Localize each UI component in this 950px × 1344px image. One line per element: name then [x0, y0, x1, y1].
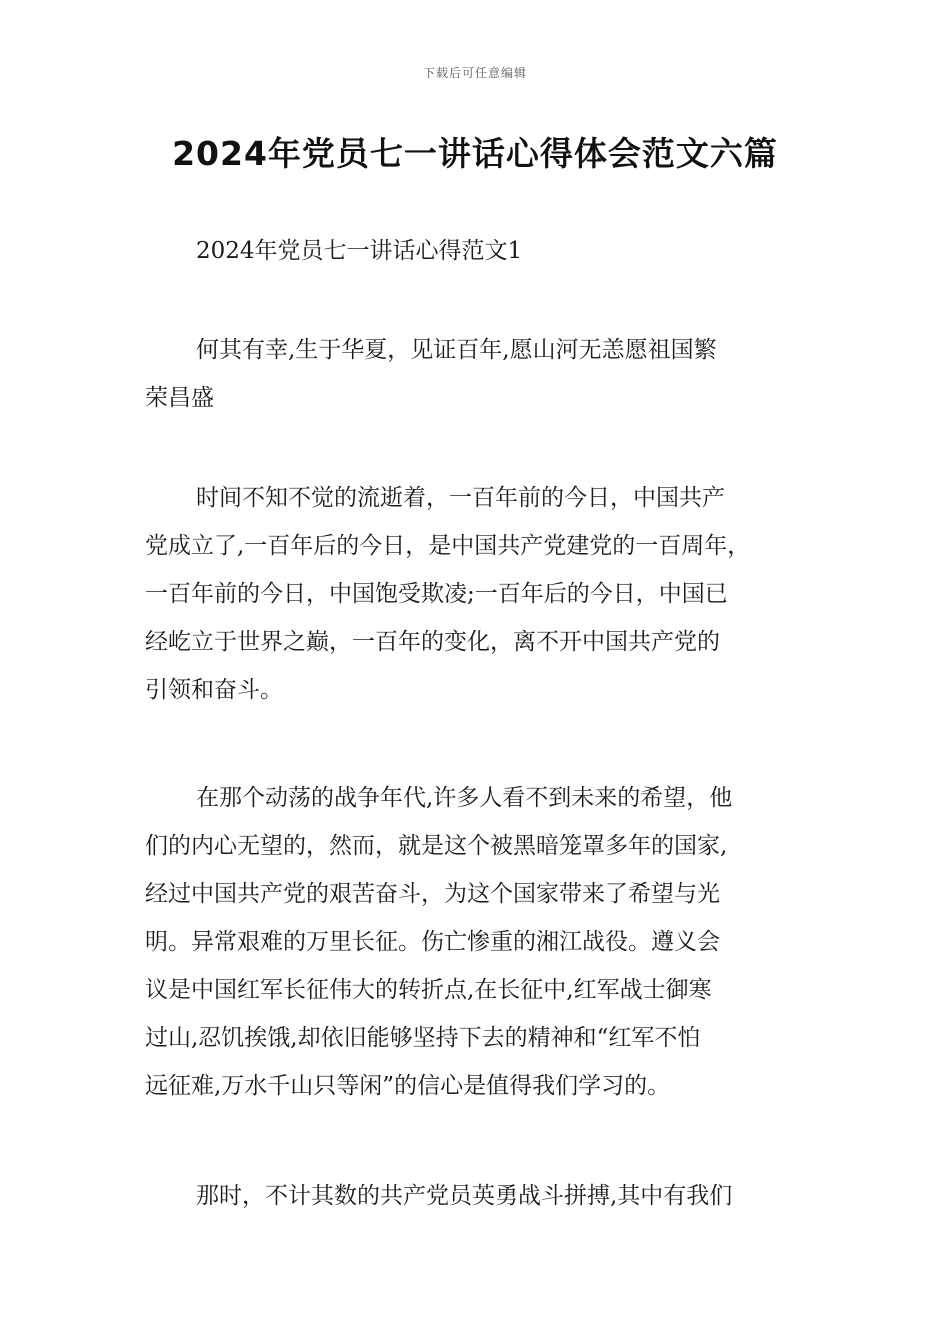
- header-note: 下载后可任意编辑: [422, 66, 527, 80]
- paragraph-line: 在那个动荡的战争年代,许多人看不到未来的希望，他: [196, 785, 733, 811]
- paragraph-line: 何其有幸,生于华夏，见证百年,愿山河无恙愿祖国繁: [196, 337, 717, 363]
- document-title: 2024年党员七一讲话心得体会范文六篇: [172, 134, 778, 173]
- paragraph-line: 荣昌盛: [145, 385, 214, 411]
- paragraph-line: 引领和奋斗。: [145, 677, 283, 703]
- paragraph-line: 议是中国红军长征伟大的转折点,在长征中,红军战士御寒: [145, 977, 712, 1003]
- paragraph-line: 那时，不计其数的共产党员英勇战斗拼搏,其中有我们: [196, 1183, 733, 1209]
- paragraph-line: 一百年前的今日，中国饱受欺凌;一百年后的今日，中国已: [145, 581, 728, 607]
- paragraph-2: [145, 474, 815, 714]
- paragraph-line: 们的内心无望的，然而，就是这个被黑暗笼罩多年的国家,: [145, 833, 728, 859]
- paragraph-line: 时间不知不觉的流逝着，一百年前的今日，中国共产: [196, 485, 725, 511]
- paragraph-3: [145, 774, 815, 1110]
- paragraph-line: 过山,忍饥挨饿,却依旧能够坚持下去的精神和“红军不怕: [145, 1025, 701, 1051]
- section-subtitle: 2024年党员七一讲话心得范文1: [196, 238, 523, 264]
- paragraph-line: 经过中国共产党的艰苦奋斗，为这个国家带来了希望与光: [145, 881, 720, 907]
- paragraph-line: 党成立了,一百年后的今日，是中国共产党建党的一百周年，: [145, 533, 751, 559]
- paragraph-1: [145, 326, 815, 422]
- paragraph-4: [145, 1172, 815, 1220]
- paragraph-line: 明。异常艰难的万里长征。伤亡惨重的湘江战役。遵义会: [145, 929, 720, 955]
- paragraph-line: 经屹立于世界之巅，一百年的变化，离不开中国共产党的: [145, 629, 720, 655]
- paragraph-line: 远征难,万水千山只等闲”的信心是值得我们学习的。: [145, 1073, 671, 1099]
